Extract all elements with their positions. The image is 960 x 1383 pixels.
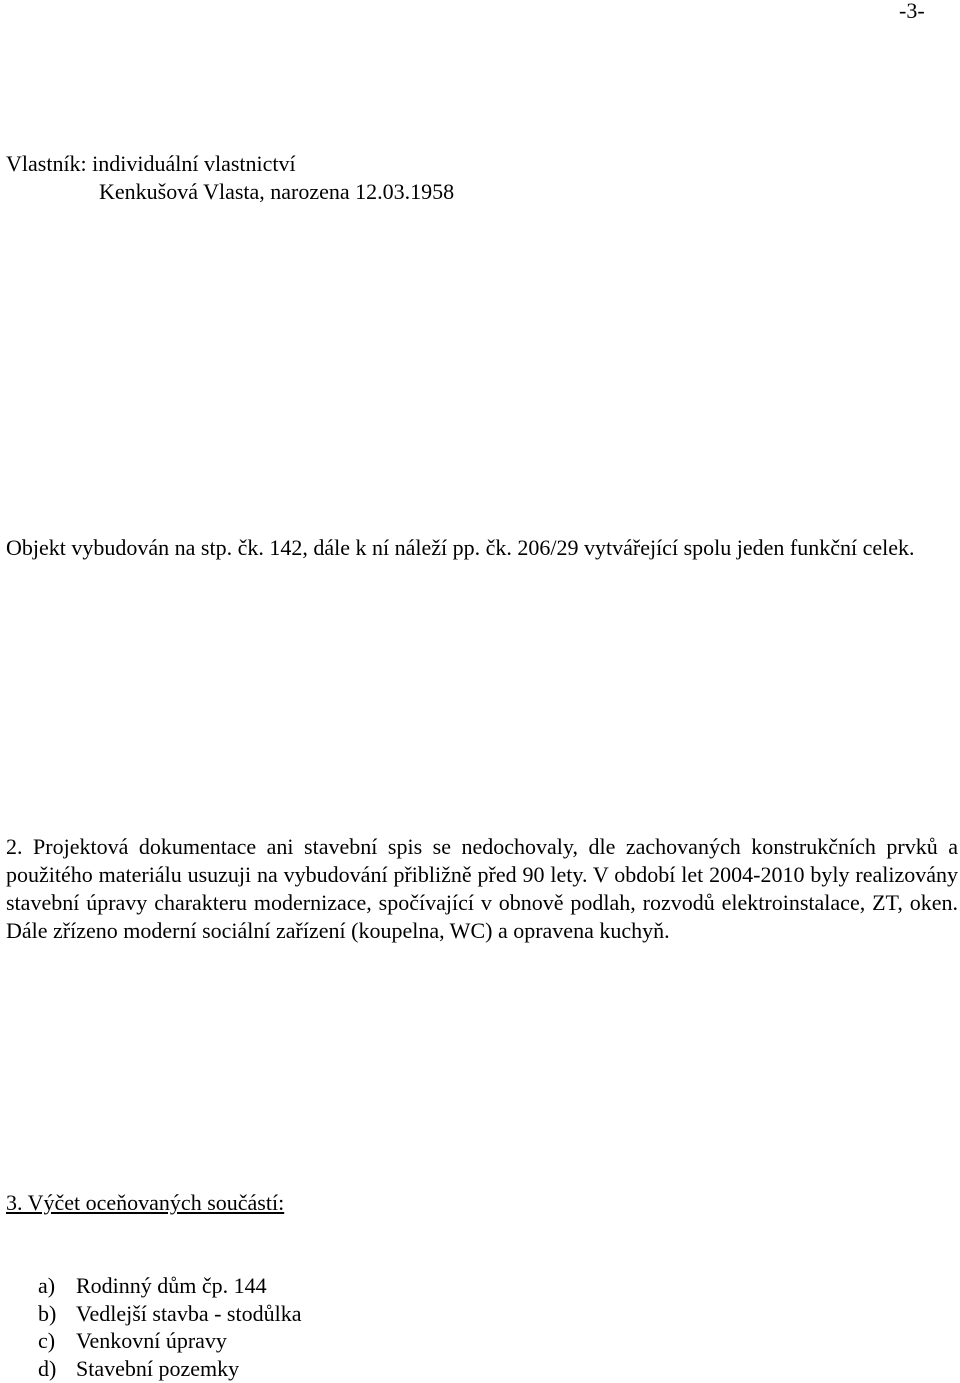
- list-marker: d): [38, 1355, 57, 1381]
- list-item: [38, 1272, 301, 1300]
- list-item: [38, 1355, 301, 1383]
- section-2-paragraph: 2. Projektová dokumentace ani stavební spis se nedochovaly, dle zachovaných konstrukčních prvků a použitého materiálu usuzuji na vybudování přibližně před 90 lety. V období let 2004-2010 byly realizovány stavební úpravy charakteru modernizace, spočívající v obnově podlah, rozvodů elektroinstalace, ZT, oken. Dále zřízeno moderní sociální zařízení (koupelna, WC) a opravena kuchyň.: [6, 834, 958, 943]
- list-item: [38, 1327, 301, 1355]
- list-item-label: Vedlejší stavba - stodůlka: [76, 1300, 302, 1326]
- list-item: [38, 1300, 301, 1328]
- section-3-heading: 3. Výčet oceňovaných součástí:: [6, 1190, 285, 1215]
- list-item-label: Stavební pozemky: [76, 1355, 240, 1381]
- list-item-label: Rodinný dům čp. 144: [76, 1273, 267, 1298]
- components-list: [38, 1272, 301, 1382]
- list-marker: a): [38, 1273, 56, 1298]
- owner-line: Vlastník: individuální vlastnictví: [6, 151, 296, 176]
- owner-name-line: Kenkušová Vlasta, narozena 12.03.1958: [99, 179, 455, 204]
- page-number: -3-: [899, 0, 925, 23]
- list-marker: c): [38, 1328, 56, 1353]
- object-paragraph: Objekt vybudován na stp. čk. 142, dále k ní náleží pp. čk. 206/29 vytvářející spolu jeden funkční celek.: [6, 535, 915, 560]
- list-item-label: Venkovní úpravy: [76, 1328, 227, 1353]
- list-marker: b): [38, 1300, 57, 1326]
